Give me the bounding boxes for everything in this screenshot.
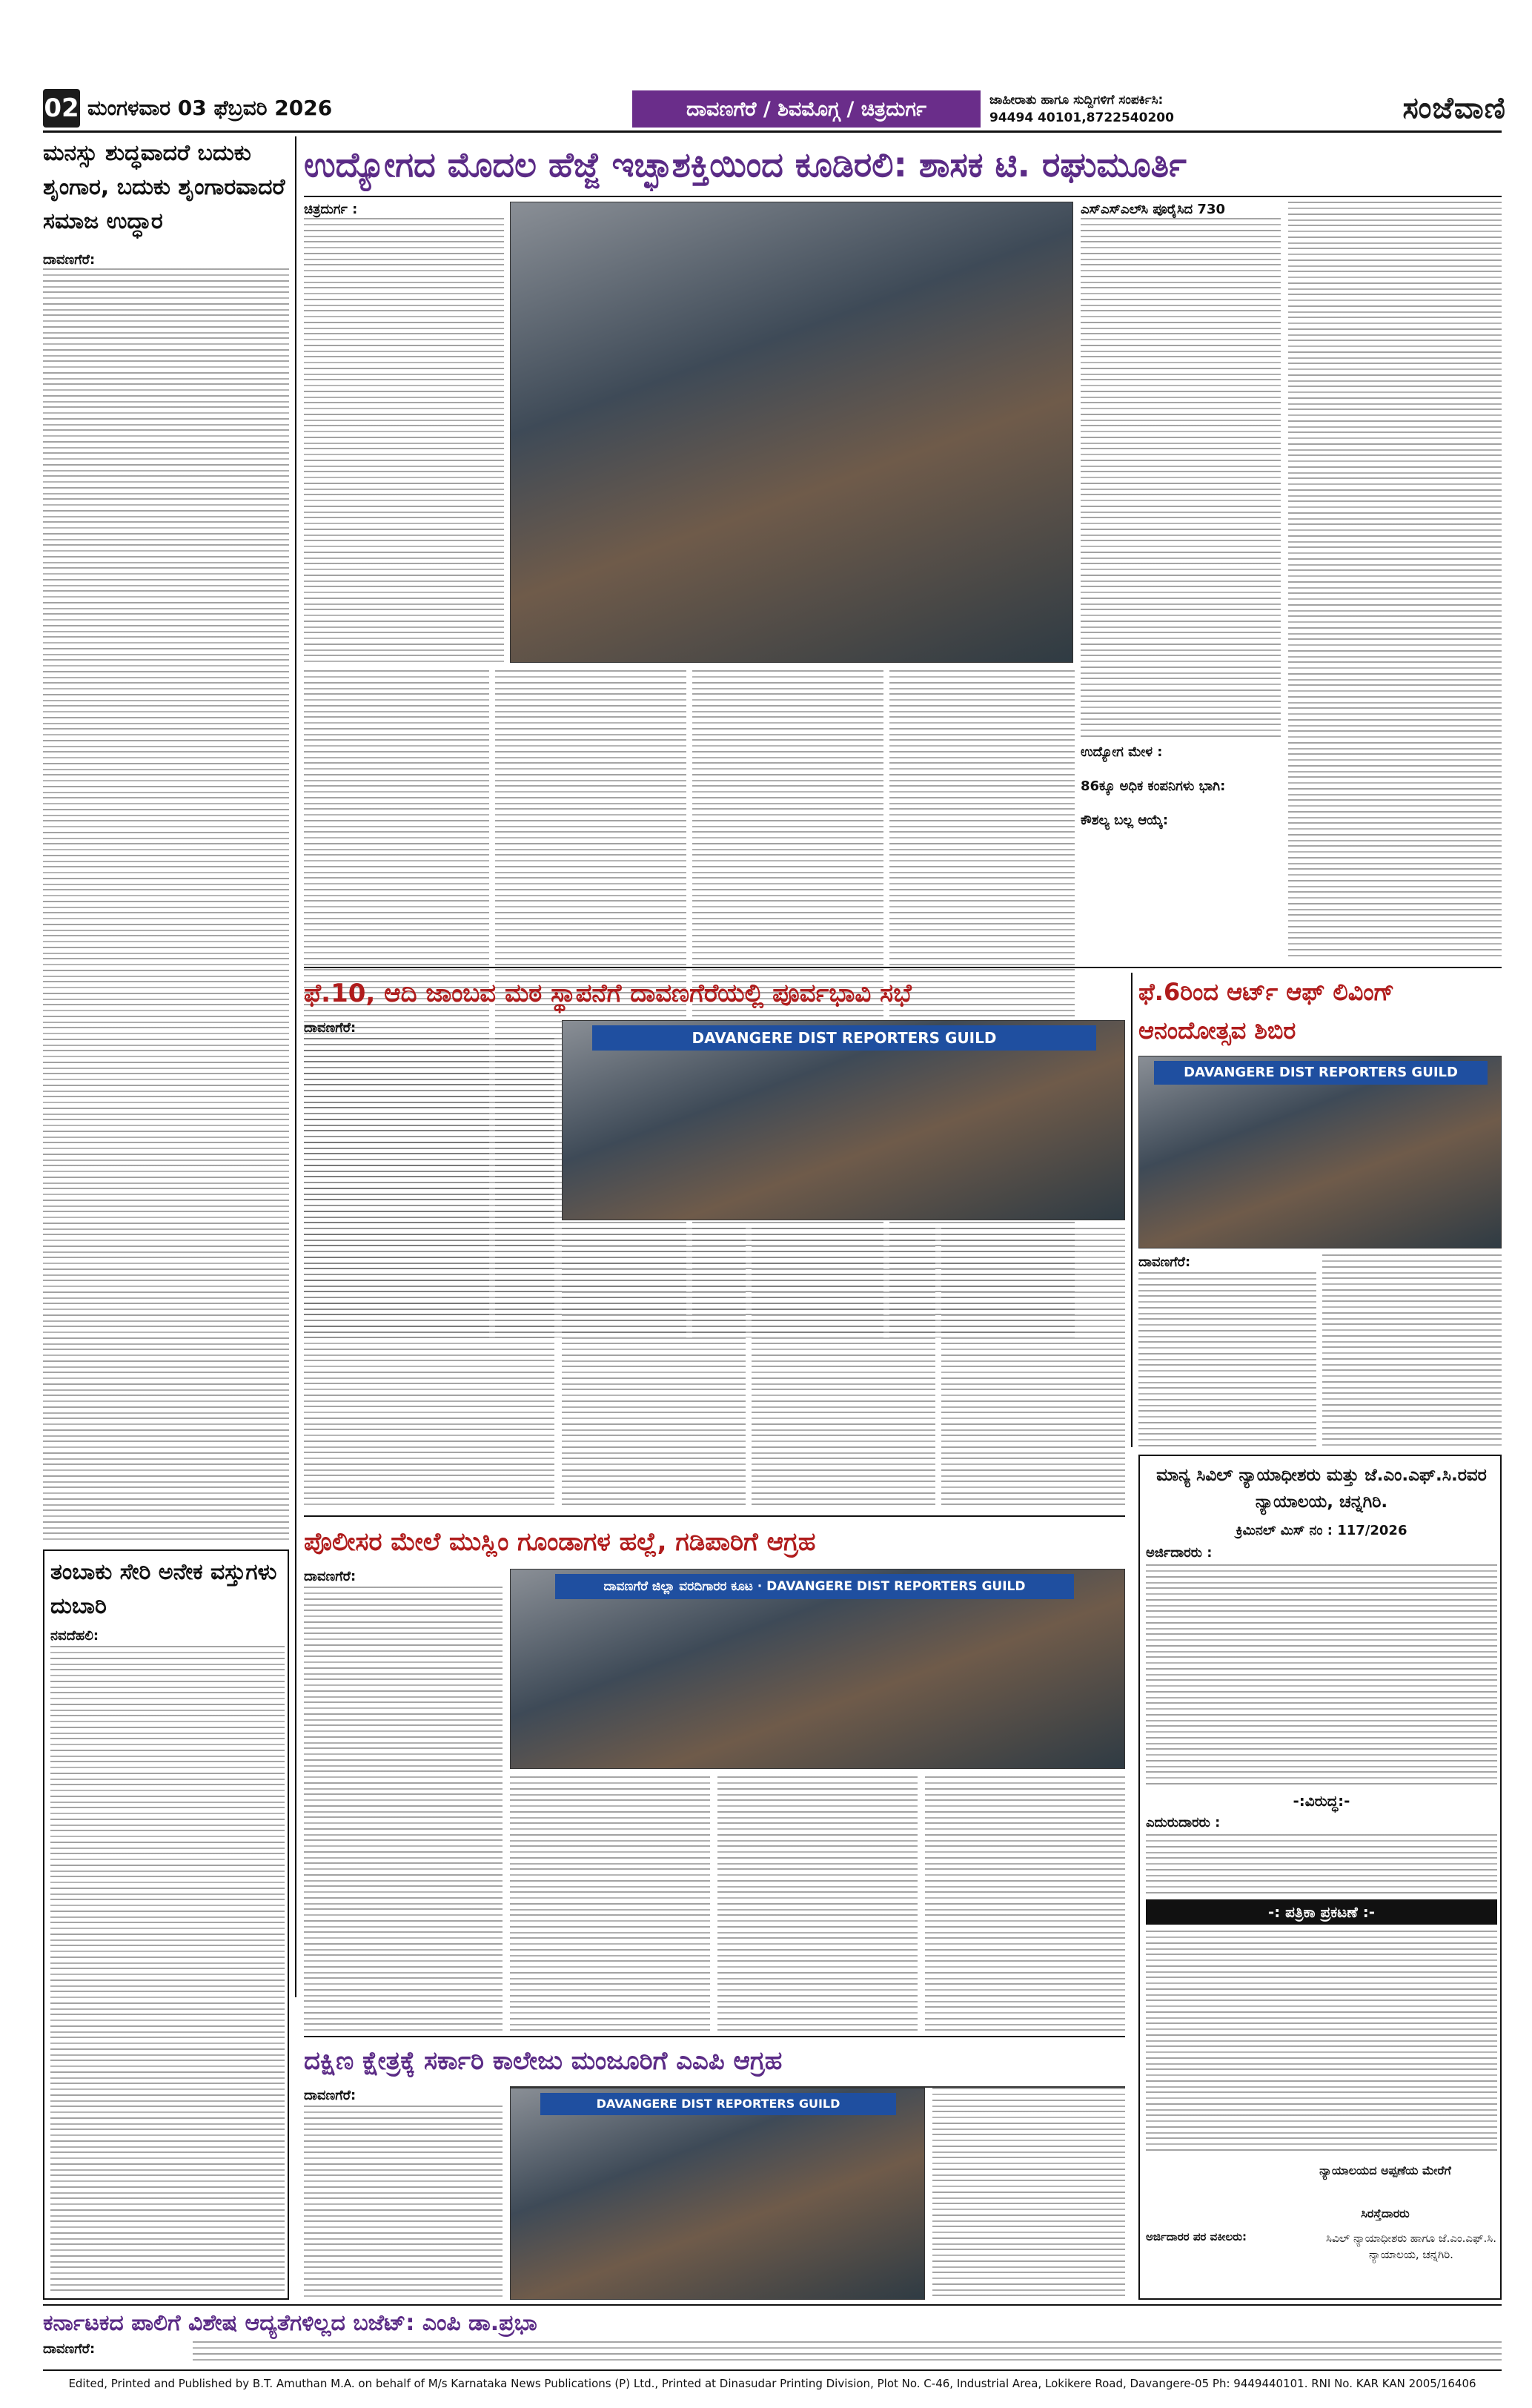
mind-body-body bbox=[43, 268, 289, 1542]
jambava-headline: ಫೆ.10, ಆದಿ ಜಾಂಬವ ಮಠ ಸ್ಥಾಪನೆಗೆ ದಾವಣಗೆರೆಯಲ್ಲಿ ಪೂರ್ವಭಾವಿ ಸಭೆ bbox=[304, 979, 912, 1008]
budget-headline: ಕರ್ನಾಟಕದ ಪಾಲಿಗೆ ವಿಶೇಷ ಆದ್ಯತೆಗಳಿಲ್ಲದ ಬಜೆಟ್: ಎಂಪಿ ಡಾ.ಪ್ರಭಾ bbox=[43, 2310, 537, 2336]
aap-byline: ದಾವಣಗೆರೆ: bbox=[304, 2088, 357, 2103]
jambava-byline: ದಾವಣಗೆರೆ: bbox=[304, 1020, 357, 1036]
budget-top-rule bbox=[43, 2304, 1502, 2306]
ad-contact-label: ಜಾಹೀರಾತು ಹಾಗೂ ಸುದ್ದಿಗಳಿಗೆ ಸಂಪರ್ಕಿಸಿ: bbox=[989, 93, 1164, 108]
lead-headline-rule bbox=[304, 196, 1502, 197]
edition-cities: ದಾವಣಗೆರೆ / ಶಿವಮೊಗ್ಗ / ಚಿತ್ರದುರ್ಗ bbox=[632, 90, 981, 128]
aap-banner: DAVANGERE DIST REPORTERS GUILD bbox=[540, 2093, 896, 2115]
issue-date: ಮಂಗಳವಾರ 03 ಫೆಬ್ರವರಿ 2026 bbox=[87, 96, 333, 120]
budget-body bbox=[193, 2341, 1502, 2364]
aap-headline: ದಕ್ಷಿಣ ಕ್ಷೇತ್ರಕ್ಕೆ ಸರ್ಕಾರಿ ಕಾಲೇಜು ಮಂಜೂರಿಗೆ ಎಎಪಿ ಆಗ್ರಹ bbox=[304, 2046, 783, 2076]
lead-story-headline: ಉದ್ಯೋಗದ ಮೊದಲ ಹೆಜ್ಜೆ ಇಚ್ಛಾಶಕ್ತಿಯಿಂದ ಕೂಡಿರಲಿ: ಶಾಸಕ ಟಿ. ರಘುಮೂರ್ತಿ bbox=[304, 145, 1187, 185]
lead-story-photo bbox=[510, 202, 1073, 663]
court-signature-block: ಸಿವಿಲ್ ನ್ಯಾಯಾಧೀಶರು ಹಾಗೂ ಜೆ.ಎಂ.ಎಫ್.ಸಿ. ನ್ಯಾಯಾಲಯ, ಚನ್ನಗಿರಿ. bbox=[1326, 2232, 1496, 2261]
aap-col-1 bbox=[304, 2106, 503, 2300]
court-notice-title: ಮಾನ್ಯ ಸಿವಿಲ್ ನ್ಯಾಯಾಧೀಶರು ಮತ್ತು ಜೆ.ಎಂ.ಎಫ್.ಸಿ.ರವರ ನ್ಯಾಯಾಲಯ, ಚನ್ನಗಿರಿ. bbox=[1156, 1466, 1487, 1512]
police-col-4 bbox=[925, 1776, 1125, 2031]
police-photo bbox=[510, 1569, 1125, 1769]
budget-byline: ದಾವಣಗೆರೆ: bbox=[43, 2341, 96, 2357]
footer-rule bbox=[43, 2369, 1502, 2371]
aap-col-2 bbox=[932, 2088, 1125, 2300]
respondent-label: ಎದುರುದಾರರು : bbox=[1146, 1815, 1221, 1830]
aap-photo bbox=[510, 2088, 925, 2300]
respondent-details bbox=[1146, 1834, 1497, 1893]
petitioner-details bbox=[1146, 1564, 1497, 1787]
lead-story-right-lead: ಎಸ್‍ಎಸ್‍ಎಲ್‍ಸಿ ಪೂರೈಸಿದ 730 bbox=[1081, 202, 1226, 217]
tobacco-byline: ನವದೆಹಲಿ: bbox=[50, 1628, 99, 1644]
lead-story-byline: ಚಿತ್ರದುರ್ಗ : bbox=[304, 202, 358, 217]
police-col-2 bbox=[510, 1776, 710, 2031]
aol-headline: ಫೆ.6ರಿಂದ ಆರ್ಟ್ ಆಫ್ ಲಿವಿಂಗ್ ಆನಂದೋತ್ಸವ ಶಿಬಿರ bbox=[1138, 978, 1395, 1045]
jambava-banner: DAVANGERE DIST REPORTERS GUILD bbox=[592, 1025, 1096, 1051]
lead-subhead-a: ಉದ್ಯೋಗ ಮೇಳ : bbox=[1081, 744, 1163, 760]
police-byline: ದಾವಣಗೆರೆ: bbox=[304, 1569, 357, 1584]
lead-col-1-top bbox=[304, 218, 504, 663]
aol-photo bbox=[1138, 1056, 1502, 1248]
court-notice-box bbox=[1138, 1455, 1502, 2300]
police-col-3 bbox=[717, 1776, 918, 2031]
jambava-photo bbox=[562, 1020, 1125, 1220]
jambava-col-1 bbox=[304, 1038, 554, 1509]
court-order-by: ನ್ಯಾಯಾಲಯದ ಅಪ್ಪಣೆಯ ಮೇರೆಗೆ bbox=[1319, 2163, 1451, 2177]
mind-body-byline: ದಾವಣಗೆರೆ: bbox=[43, 252, 96, 268]
lead-bottom-rule bbox=[304, 967, 1502, 968]
page-number: 02 bbox=[43, 89, 80, 128]
petitioner-label: ಅರ್ಜಿದಾರರು : bbox=[1146, 1545, 1213, 1561]
tobacco-headline: ತಂಬಾಕು ಸೇರಿ ಅನೇಕ ವಸ್ತುಗಳು ದುಬಾರಿ bbox=[50, 1559, 277, 1619]
tobacco-box bbox=[43, 1549, 289, 2300]
tobacco-body bbox=[50, 1646, 285, 2291]
column-divider-left bbox=[295, 136, 296, 1997]
lead-subhead-c: ಕೌಶಲ್ಯ ಬಲ್ಲ ಆಯ್ಕೆ: bbox=[1081, 813, 1169, 828]
aol-byline: ದಾವಣಗೆರೆ: bbox=[1138, 1254, 1191, 1270]
versus-label: -:ವಿರುದ್ಧ:- bbox=[1293, 1792, 1350, 1810]
police-banner: ದಾವಣಗೆರೆ ಜಿಲ್ಲಾ ವರದಿಗಾರರ ಕೂಟ · DAVANGERE DIST REPORTERS GUILD bbox=[555, 1574, 1074, 1599]
jambava-col-2 bbox=[562, 1228, 746, 1509]
advocate-label: ಅರ್ಜಿದಾರರ ಪರ ವಕೀಲರು: bbox=[1146, 2230, 1247, 2243]
police-top-rule bbox=[304, 1515, 1125, 1517]
proclamation-bar: -: ಪತ್ರಿಕಾ ಪ್ರಕಟಣೆ :- bbox=[1146, 1899, 1497, 1925]
aol-col-2 bbox=[1322, 1254, 1502, 1447]
lead-col-4 bbox=[1081, 218, 1281, 737]
masthead-logo: ಸಂಜೆವಾಣಿ bbox=[1402, 91, 1506, 125]
court-case-number: ಕ್ರಿಮಿನಲ್ ಮಿಸ್ ನಂ : 117/2026 bbox=[1236, 1523, 1407, 1538]
lead-col-5 bbox=[1288, 202, 1502, 958]
aol-divider bbox=[1131, 973, 1133, 1447]
police-headline: ಪೊಲೀಸರ ಮೇಲೆ ಮುಸ್ಲಿಂ ಗೂಂಡಾಗಳ ಹಲ್ಲೆ, ಗಡಿಪಾರಿಗೆ ಆಗ್ರಹ bbox=[304, 1527, 816, 1557]
jambava-col-3 bbox=[752, 1228, 935, 1509]
header-rule bbox=[43, 130, 1502, 133]
aol-col-1 bbox=[1138, 1272, 1316, 1447]
aap-top-rule bbox=[304, 2036, 1125, 2037]
proclamation-text bbox=[1146, 1931, 1497, 2153]
ad-contact-phone: 94494 40101,8722540200 bbox=[989, 110, 1174, 125]
lead-subhead-b: 86ಕ್ಕೂ ಅಧಿಕ ಕಂಪನಿಗಳು ಭಾಗಿ: bbox=[1081, 778, 1226, 794]
court-clerk: ಸಿರಸ್ತೆದಾರರು bbox=[1361, 2206, 1410, 2220]
aol-banner: DAVANGERE DIST REPORTERS GUILD bbox=[1154, 1061, 1488, 1085]
jambava-col-4 bbox=[941, 1228, 1125, 1509]
mind-body-headline: ಮನಸ್ಸು ಶುದ್ಧವಾದರೆ ಬದುಕು ಶೃಂಗಾರ, ಬದುಕು ಶೃಂಗಾರವಾದರೆ ಸಮಾಜ ಉದ್ಧಾರ bbox=[43, 140, 285, 234]
footer-imprint: Edited, Printed and Published by B.T. Amuthan M.A. on behalf of M/s Karnataka News Publications (P) Ltd., Printed at Dinasudar Printing Division, Plot No. C-46, Industrial Area, Lokikere Road, Davangere-05 Ph: 9449440101. RNI No. KAR KAN 2005/16406 bbox=[68, 2377, 1476, 2390]
police-col-1 bbox=[304, 1587, 503, 2031]
